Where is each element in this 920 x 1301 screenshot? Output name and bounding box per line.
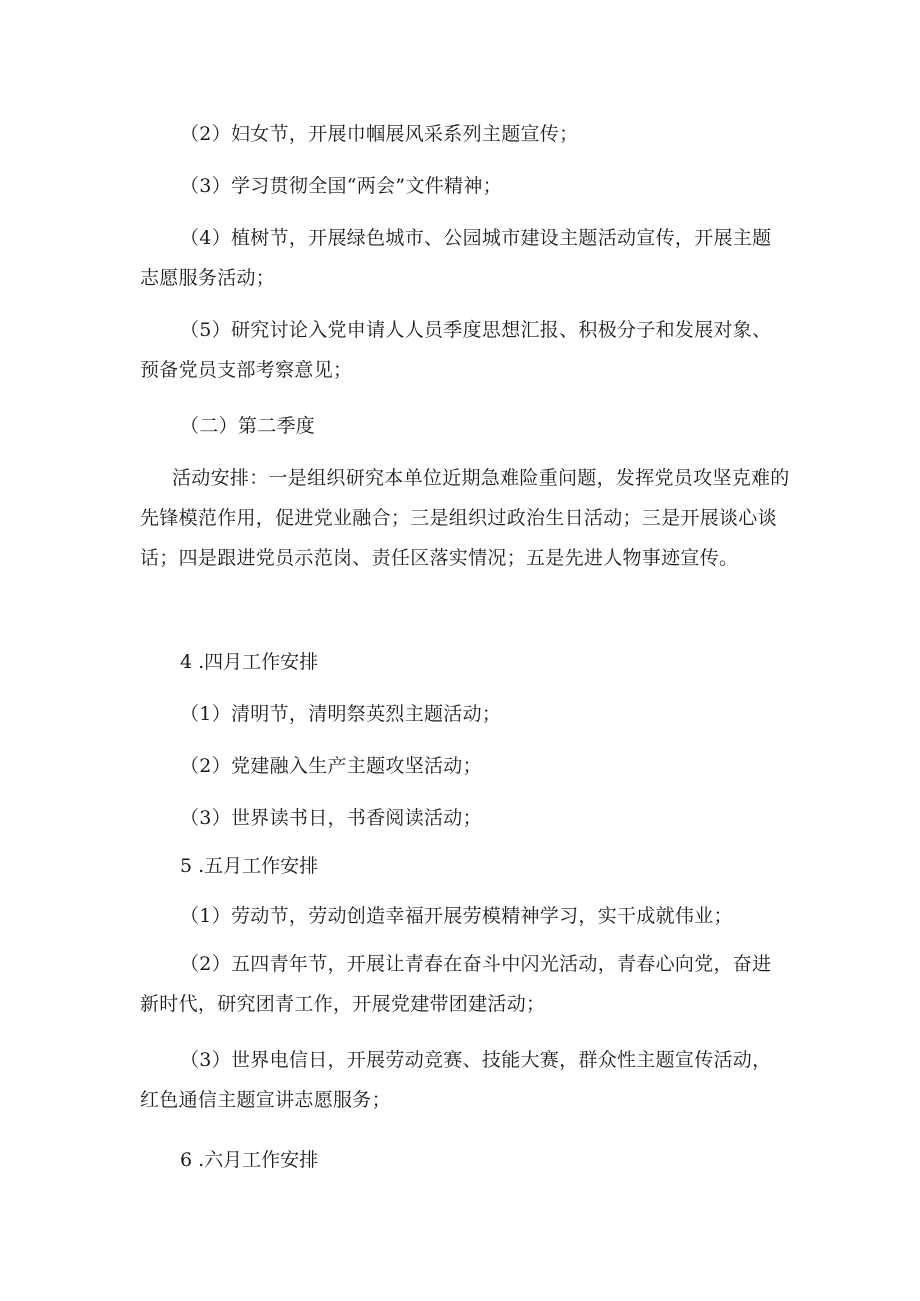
list-item-telecom-day: （3）世界电信日，开展劳动竞赛、技能大赛，群众性主题宣传活动，红色通信主题宣讲志愿服务； xyxy=(140,1049,772,1111)
list-item-production: （2）党建融入生产主题攻坚活动； xyxy=(180,755,482,777)
list-item-party-review: （5）研究讨论入党申请人人员季度思想汇报、积极分子和发展对象、预备党员支部考察意见； xyxy=(140,319,772,381)
list-item-two-sessions: （3）学习贯彻全国“两会”文件精神； xyxy=(180,175,502,197)
list-item-labor-day: （1）劳动节，劳动创造幸福开展劳模精神学习，实干成就伟业； xyxy=(180,905,733,927)
heading-may: 5 .五月工作安排 xyxy=(180,855,319,877)
heading-june: 6 .六月工作安排 xyxy=(180,1149,319,1171)
list-item-arbor-day: （4）植树节，开展绿色城市、公园城市建设主题活动宣传，开展主题志愿服务活动； xyxy=(140,227,772,289)
heading-april: 4 .四月工作安排 xyxy=(180,651,319,673)
activity-arrangement-paragraph: 活动安排：一是组织研究本单位近期急难险重问题，发挥党员攻坚克难的先锋模范作用，促进党业融合；三是组织过政治生日活动；三是开展谈心谈话；四是跟进党员示范岗、责任区落实情况；五是先进人物事迹宣传。 xyxy=(140,467,790,569)
list-item-qingming: （1）清明节，清明祭英烈主题活动； xyxy=(180,703,502,725)
section-heading-q2: （二）第二季度 xyxy=(180,415,316,437)
list-item-womens-day: （2）妇女节，开展巾帼展风采系列主题宣传； xyxy=(180,123,579,145)
list-item-reading-day: （3）世界读书日，书香阅读活动； xyxy=(180,807,482,829)
list-item-youth-day: （2）五四青年节，开展让青春在奋斗中闪光活动，青春心向党，奋进新时代，研究团青工作，开展党建带团建活动； xyxy=(140,953,772,1015)
